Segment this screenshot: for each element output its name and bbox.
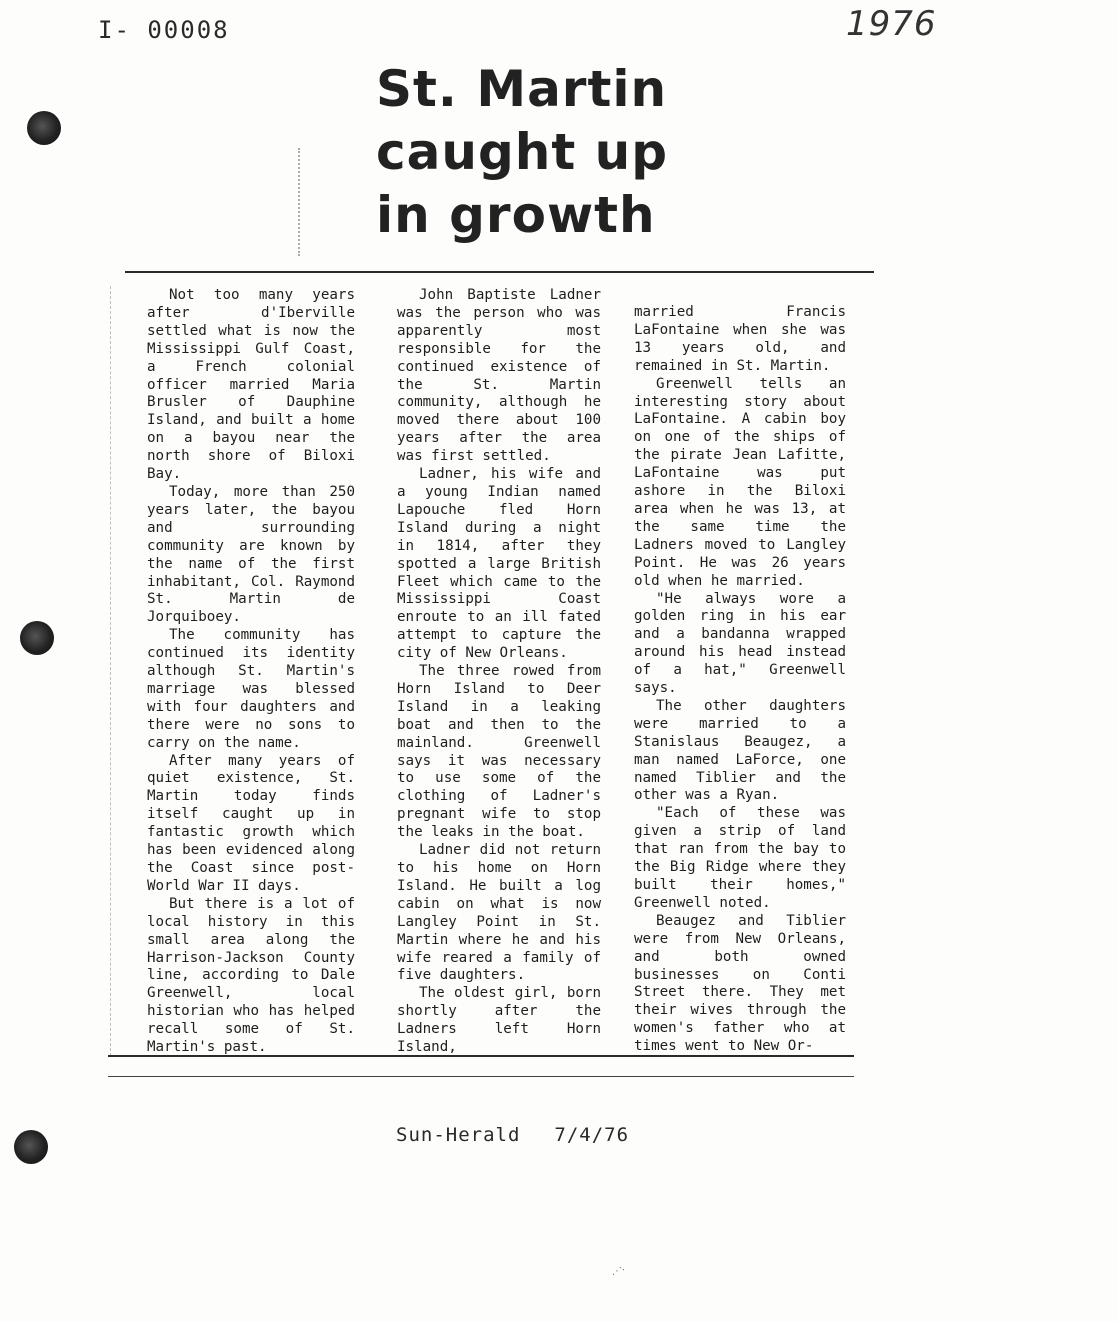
punch-hole (27, 111, 61, 145)
article-paragraph: The other daughters were married to a Stanislaus Beaugez, a man named LaForce, one named Tiblier and the other was a Ryan. (634, 697, 846, 804)
article-paragraph: John Baptiste Ladner was the person who was apparently most responsible for the continued existence of the St. Martin community, although he moved there about 100 years after the area was first settled. (397, 287, 601, 465)
article-paragraph: Today, more than 250 years later, the bayou and surrounding community are known by the name of the first inhabitant, Col. Raymond St. Martin de Jorquiboey. (147, 483, 355, 626)
article-column-2 (397, 287, 601, 1057)
article-paragraph: Not too many years after d'Iberville settled what is now the Mississippi Gulf Coast, a French colonial officer married Maria Brusler of Dauphine Island, and built a home on a bayou near the north shore of Biloxi Bay. (147, 287, 355, 483)
punch-hole (14, 1130, 48, 1164)
scan-speck: ⋰ˑ (612, 1266, 626, 1277)
publication-date: 7/4/76 (554, 1124, 630, 1146)
article-paragraph: After many years of quiet existence, St. Martin today finds itself caught up in fantastic growth which has been evidenced along the Coast since post-World War II days. (147, 752, 355, 894)
article-column-3 (634, 304, 846, 1056)
punch-hole (20, 621, 54, 655)
article-paragraph: The three rowed from Horn Island to Deer Island in a leaking boat and then to the mainland. Greenwell says it was necessary to use some of the clothing of Ladner's pregnant wife to stop the leaks in the boat. (397, 663, 601, 841)
newspaper-name: Sun-Herald (396, 1124, 521, 1146)
article-paragraph: "Each of these was given a strip of land that ran from the bay to the Big Ridge where they built their homes," Greenwell noted. (634, 805, 846, 911)
handwritten-year: 1976 (846, 4, 937, 44)
cut-line (110, 286, 112, 1056)
article-paragraph: "He always wore a golden ring in his ear and a bandanna wrapped around his head instead of a hat," Greenwell says. (634, 590, 846, 697)
perforation-marks (298, 148, 308, 256)
article-paragraph: Beaugez and Tiblier were from New Orleans, and both owned businesses on Conti Street there. They met their wives through the women's father who at times went to New Or- (634, 912, 846, 1055)
article-headline: St. Martin caught up in growth (376, 60, 669, 244)
article-paragraph: Greenwell tells an interesting story about LaFontaine. A cabin boy on one of the ships of the pirate Jean Lafitte, LaFontaine was put ashore in the Biloxi area when he was 13, at the same time the Ladners moved to Langley Point. He was 26 years old when he married. (634, 375, 846, 589)
article-column-1 (147, 287, 355, 1057)
top-divider (125, 271, 874, 273)
article-paragraph: Ladner, his wife and a young Indian named Lapouche fled Horn Island during a night in 1814, after they spotted a large British Fleet which came to the Mississippi Coast enroute to an ill fated attempt to capture the city of New Orleans. (397, 466, 601, 662)
article-paragraph: The community has continued its identity although St. Martin's marriage was blessed with four daughters and there were no sons to carry on the name. (147, 627, 355, 751)
file-id-number: I- 00008 (98, 16, 230, 44)
article-paragraph: married Francis LaFontaine when she was 13 years old, and remained in St. Martin. (634, 304, 846, 374)
article-paragraph: Ladner did not return to his home on Horn Island. He built a log cabin on what is now Langley Point in St. Martin where he and his wife reared a family of five daughters. (397, 842, 601, 984)
source-credit (396, 1124, 629, 1146)
article-paragraph: The oldest girl, born shortly after the Ladners left Horn Island, (397, 985, 601, 1056)
bottom-divider (108, 1055, 854, 1057)
bottom-divider (108, 1076, 854, 1077)
article-paragraph: But there is a lot of local history in this small area along the Harrison-Jackson County line, according to Dale Greenwell, local historian who has helped recall some of St. Martin's past. (147, 895, 355, 1056)
